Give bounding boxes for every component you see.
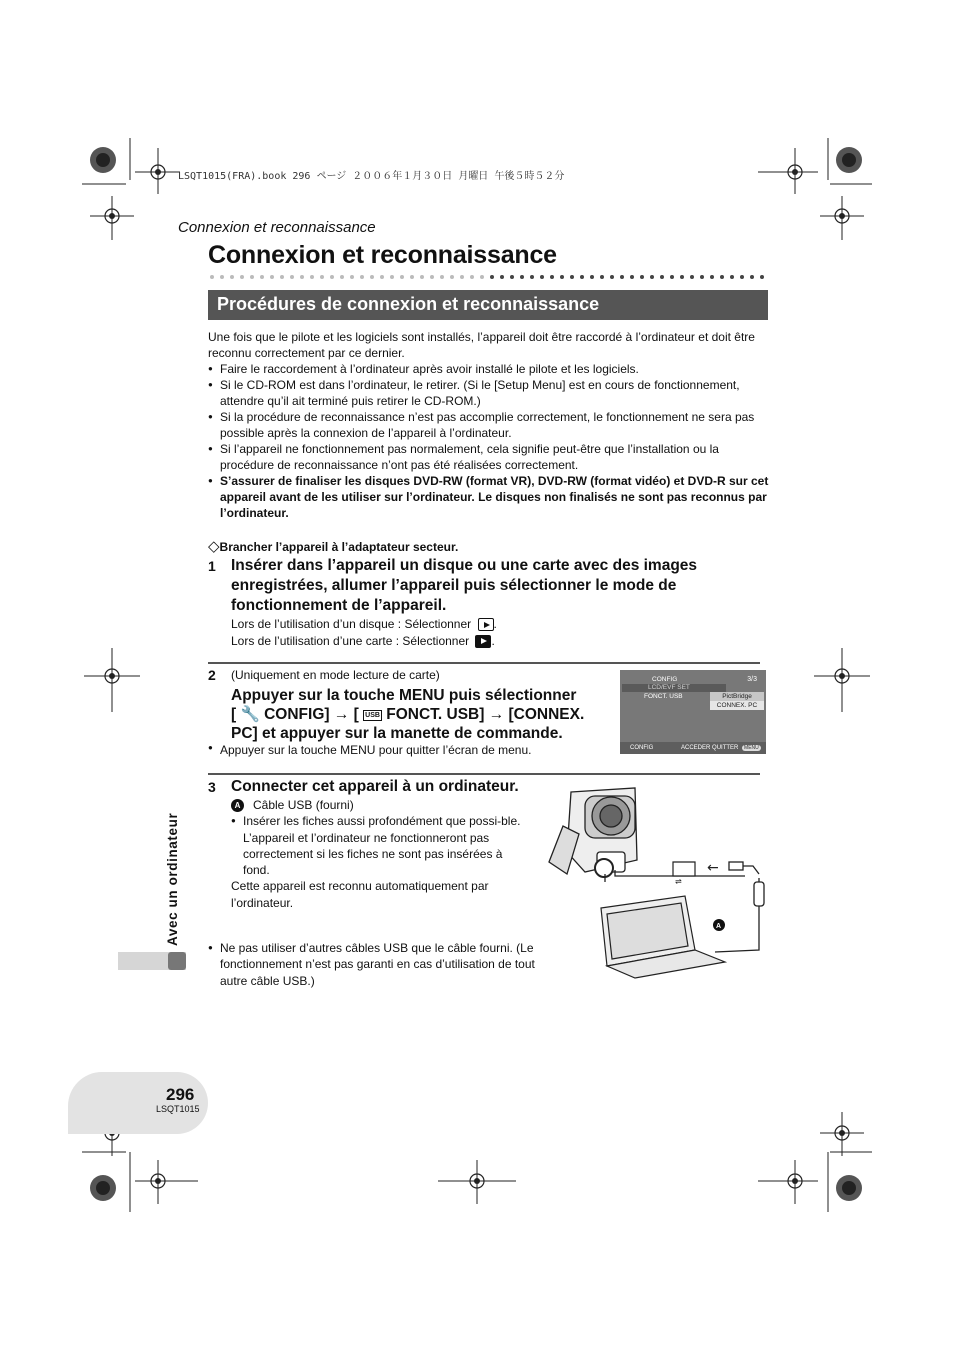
prep-text: Brancher l’appareil à l’adaptateur secteur. <box>219 540 459 554</box>
step-text: Insérer dans l’appareil un disque ou une carte avec des images enregistrées, allumer l’appareil puis sélectionner le mode de fonctionnement de l’appareil. <box>231 557 698 614</box>
screen-footer-right: QUITTER <box>712 745 739 751</box>
screen-option: PictBridge <box>710 692 764 701</box>
svg-text:A: A <box>716 923 722 930</box>
step-line: PC] et appuyer sur la manette de commande. <box>231 725 563 742</box>
screen-row-selected: FONCT. USB <box>644 693 683 700</box>
step-text <box>231 686 611 743</box>
step-line: Appuyer sur la touche MENU puis sélectionner <box>231 687 577 704</box>
intro-block <box>208 329 770 521</box>
menu-screen-illustration <box>620 670 766 754</box>
side-tab-label <box>165 798 185 946</box>
page-title: Connexion et reconnaissance <box>208 241 557 269</box>
divider <box>208 662 760 664</box>
connection-illustration <box>545 782 770 980</box>
marker-a: A <box>231 799 244 812</box>
side-label-text: Avec un ordinateur <box>165 812 180 946</box>
disc-mode-text: Lors de l’utilisation d’un disque : Sélectionner <box>231 617 472 631</box>
screen-footer <box>620 742 766 754</box>
screen-option-selected: CONNEX. PC <box>710 701 764 710</box>
page-code: LSQT1015 <box>156 1104 200 1114</box>
step-note: Cette appareil est reconnu automatiquement par l’ordinateur. <box>231 879 489 910</box>
step-body <box>231 797 531 911</box>
card-mode-text: Lors de l’utilisation d’une carte : Sélectionner <box>231 633 470 648</box>
running-header: Connexion et reconnaissance <box>178 219 376 236</box>
step-line-part: [ <box>231 706 237 723</box>
step-subtext: Lors de l’utilisation d’un disque : Sélectionner . Lors de l’utilisation d’une carte : Sélectionner . <box>231 617 497 648</box>
step-text: Connecter cet appareil à un ordinateur. <box>231 778 519 795</box>
section-header <box>208 290 768 320</box>
chapter-tab <box>118 952 186 970</box>
svg-text:←: ← <box>707 860 719 876</box>
step-number: 2 <box>208 667 216 683</box>
intro-paragraph: Une fois que le pilote et les logiciels sont installés, l’appareil doit être raccordé à l’ordinateur et doit être reconnu correctement par ce dernier. <box>208 330 755 360</box>
intro-bullet: ● Si l’appareil ne fonctionnement pas normalement, cela signifie peut-être que l’installation ou la procédure de reconnaissance n’ont pas été réalisées correctement. <box>208 441 770 473</box>
step-number: 1 <box>208 558 216 574</box>
intro-bullet: ● Si le CD-ROM est dans l’ordinateur, le retirer. (Si le [Setup Menu] est en cours de fonctionnement, attendre qu’il ait terminé puis retirer le CD-ROM.) <box>208 377 770 409</box>
wrench-icon: 🔧 <box>240 706 260 723</box>
intro-bold-bullet: ● S’assurer de finaliser les disques DVD-RW (format VR), DVD-RW (format vidéo) et DVD-R sur cet appareil avant de les utiliser sur l’ordinateur. Le disques non finalisés ne sont pas reconnus par l’ordinateur. <box>208 473 770 521</box>
step-number: 3 <box>208 779 216 795</box>
print-info: LSQT1015(FRA).book 296 ページ ２００６年１月３０日 月曜日 午後５時５２分 <box>178 171 565 182</box>
screen-footer-mid: ACCEDER <box>681 745 711 751</box>
step-bullet: ● Appuyer sur la touche MENU pour quitter l’écran de menu. <box>208 743 954 757</box>
intro-bullet: ● Faire le raccordement à l’ordinateur après avoir installé le pilote et les logiciels. <box>208 361 770 377</box>
usb-cable-label: Câble USB (fourni) <box>253 798 354 812</box>
svg-text:⇌: ⇌ <box>675 877 682 886</box>
menu-badge: MENU <box>744 745 759 751</box>
screen-title: CONFIG <box>652 676 678 683</box>
prep-instruction <box>208 537 458 555</box>
step-line-part: FONCT. USB] → [CONNEX. <box>386 706 585 723</box>
section-title: Procédures de connexion et reconnaissance <box>217 294 600 314</box>
intro-bullet: ● Si la procédure de reconnaissance n’est pas accomplie correctement, le fonctionnement ne sera pas possible après la connexion de l’appareil à l’ordinateur. <box>208 409 770 441</box>
step-bullet: ● Insérer les fiches aussi profondément que possi-ble. L’appareil et l’ordinateur ne fonctionneront pas correctement si les fiches ne sont pas insérées à fond. <box>231 813 523 878</box>
card-playback-mode-icon <box>475 635 491 648</box>
step-note: (Uniquement en mode lecture de carte) <box>231 668 440 682</box>
page-number: 296 <box>166 1085 195 1104</box>
screen-page: 3/3 <box>747 676 757 683</box>
diamond-icon: ◇ <box>208 538 220 555</box>
step-bullet: ● Ne pas utiliser d’autres câbles USB que le câble fourni. (Le fonctionnement n’est pas garanti en cas d’utilisation de tout autre câble USB.) <box>208 940 543 989</box>
screen-footer-left: CONFIG <box>630 745 654 751</box>
playback-mode-icon <box>478 618 494 631</box>
screen-row: LCD/EVF SET <box>622 684 726 692</box>
step-line-part: CONFIG] → [ <box>264 706 359 723</box>
usb-icon: USB <box>365 712 380 719</box>
divider <box>208 773 760 775</box>
